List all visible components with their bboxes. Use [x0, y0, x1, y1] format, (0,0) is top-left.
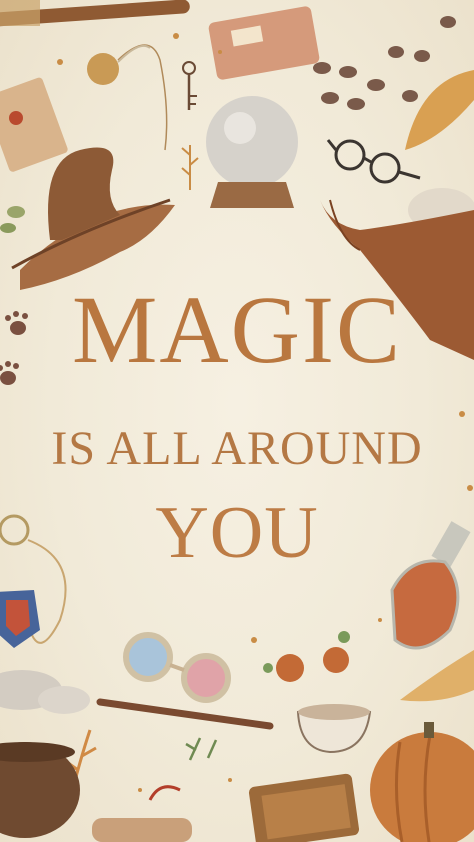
sorting-hat-icon	[12, 148, 175, 291]
spectrespecs-icon	[126, 635, 228, 700]
smoke-cloud-icon	[0, 670, 90, 714]
quote-line-magic: MAGIC	[71, 276, 402, 383]
broom-icon	[0, 0, 190, 27]
pumpkin-icon	[370, 722, 474, 842]
scroll-icon	[92, 787, 192, 842]
ticket-icon	[208, 5, 320, 80]
book-icon	[248, 773, 360, 842]
leaf-sprig-icon	[186, 738, 216, 760]
letter-icon	[0, 76, 69, 172]
quote-line-all-around: IS ALL AROUND	[51, 422, 423, 475]
golden-snitch-icon	[87, 45, 167, 150]
teacup-icon	[298, 704, 370, 752]
crystal-ball-icon	[206, 96, 298, 208]
cauldron-icon	[0, 742, 80, 838]
acorn-icon	[263, 631, 350, 682]
sprig-icon	[182, 145, 198, 190]
wand-icon	[100, 702, 270, 726]
plant-icon	[0, 206, 25, 233]
quote-line-you: YOU	[155, 492, 319, 574]
quote-text	[0, 270, 474, 578]
key-icon	[183, 62, 197, 110]
feather-icon	[405, 70, 474, 150]
wing-icon	[400, 650, 474, 701]
